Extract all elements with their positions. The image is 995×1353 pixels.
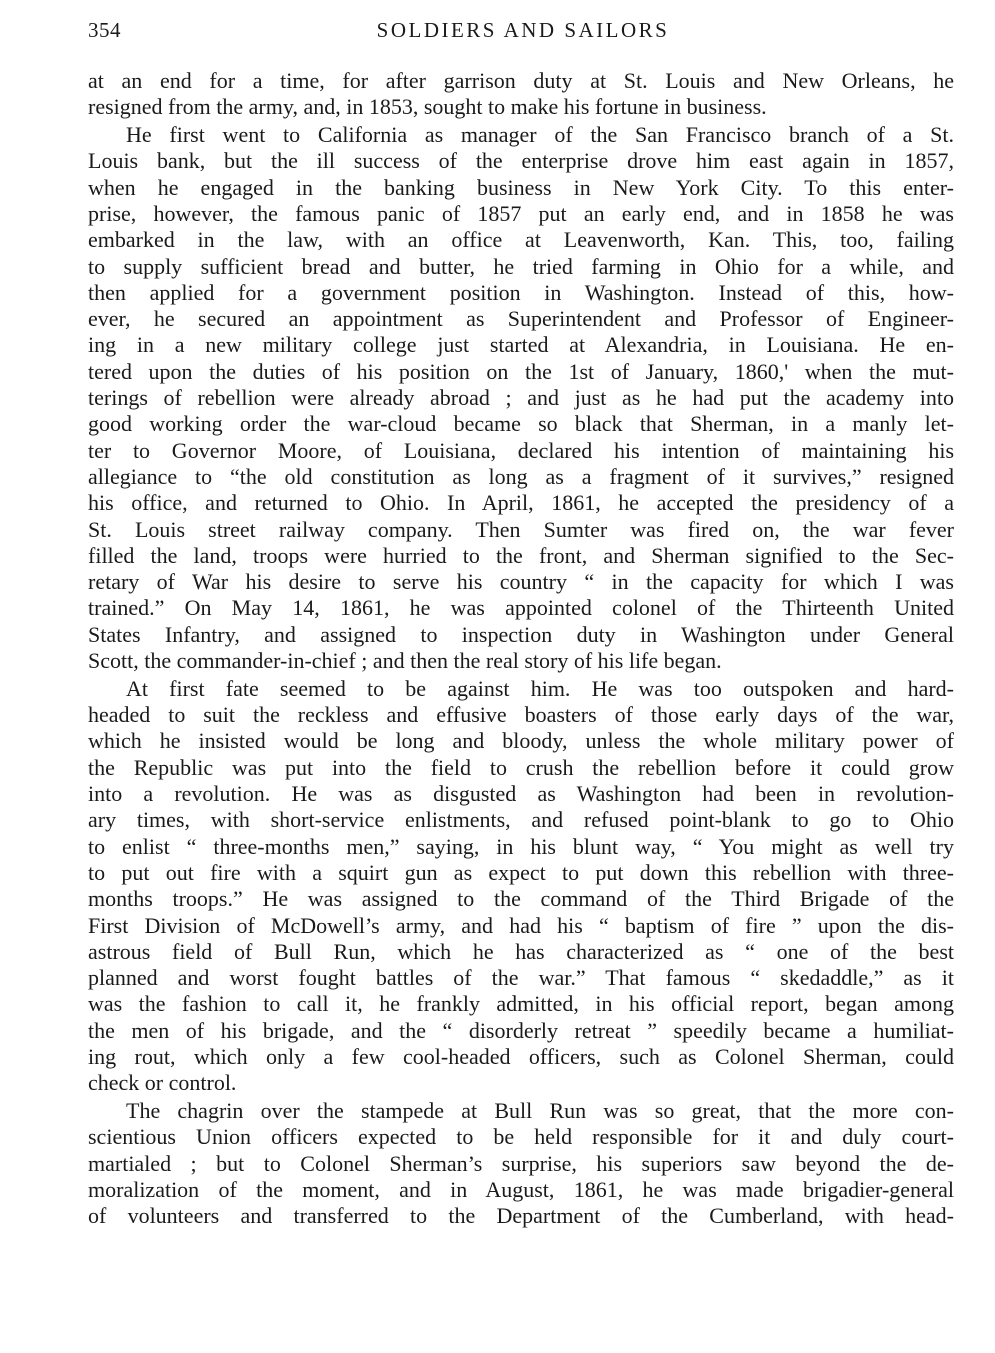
text-line: He first went to California as manager of the San Francisco branch of a St. [126,122,954,148]
page-number: 354 [88,18,121,42]
text-line: when he engaged in the banking business in New York City. To this enter- [88,174,954,200]
text-line: at an end for a time, for after garrison duty at St. Louis and New Orleans, he [88,68,954,93]
text-line: then applied for a government position in Washington. Instead of this, how- [88,279,954,305]
body-text [88,68,954,1230]
text-line: trained.” On May 14, 1861, he was appointed colonel of the Thirteenth United [88,595,954,621]
text-line: scientious Union officers expected to be held responsible for it and duly court- [88,1124,954,1150]
text-line: to supply sufficient bread and butter, he tried farming in Ohio for a while, and [88,253,954,279]
text-line: The chagrin over the stampede at Bull Run was so great, that the more con- [126,1098,954,1124]
text-line: allegiance to “the old constitution as long as a fragment of it survives,” resigned [88,463,954,489]
text-line: which he insisted would be long and bloody, unless the whole military power of [88,728,954,754]
text-line: was the fashion to call it, he frankly admitted, in his official report, began among [88,991,954,1017]
text-line: prise, however, the famous panic of 1857 put an early end, and in 1858 he was [88,200,954,226]
text-line: embarked in the law, with an office at Leavenworth, Kan. This, too, failing [88,227,954,253]
text-line: martialed ; but to Colonel Sherman’s surprise, his superiors saw beyond the de- [88,1150,954,1176]
paragraph [88,68,954,121]
text-line: Louis bank, but the ill success of the enterprise drove him east again in 1857, [88,148,954,174]
text-line: Scott, the commander-in-chief ; and then the real story of his life began. [88,648,722,674]
text-line: States Infantry, and assigned to inspection duty in Washington under General [88,621,954,647]
text-line: ing rout, which only a few cool-headed officers, such as Colonel Sherman, could [88,1043,954,1069]
text-line: the Republic was put into the field to crush the rebellion before it could grow [88,754,954,780]
text-line: ter to Governor Moore, of Louisiana, declared his intention of maintaining his [88,437,954,463]
text-line: St. Louis street railway company. Then Sumter was fired on, the war fever [88,516,954,542]
text-line: filled the land, troops were hurried to the front, and Sherman signified to the Sec- [88,542,954,568]
text-line: astrous field of Bull Run, which he has characterized as “ one of the best [88,938,954,964]
text-line: First Division of McDowell’s army, and had his “ baptism of fire ” upon the dis- [88,912,954,938]
text-line: At first fate seemed to be against him. He was too outspoken and hard- [126,675,954,701]
text-line: headed to suit the reckless and effusive boasters of those early days of the war, [88,702,954,728]
text-line: moralization of the moment, and in August, 1861, he was made brigadier-general [88,1176,954,1202]
text-line: the men of his brigade, and the “ disorderly retreat ” speedily became a humiliat- [88,1017,954,1043]
text-line: of volunteers and transferred to the Department of the Cumberland, with head- [88,1203,954,1229]
text-line: to put out fire with a squirt gun as expect to put down this rebellion with three- [88,859,954,885]
text-line: ary times, with short-service enlistments, and refused point-blank to go to Ohio [88,807,954,833]
text-line: check or control. [88,1070,237,1096]
text-line: ever, he secured an appointment as Superintendent and Professor of Engineer- [88,306,954,332]
running-title: SOLDIERS AND SAILORS [376,18,670,42]
text-line: ing in a new military college just started at Alexandria, in Louisiana. He en- [88,332,954,358]
paragraph [88,122,954,674]
text-line: to enlist “ three-months men,” saying, in his blunt way, “ You might as well try [88,833,954,859]
text-line: tered upon the duties of his position on the 1st of January, 1860,' when the mut- [88,358,954,384]
paragraph [88,676,954,1097]
text-line: retary of War his desire to serve his country “ in the capacity for which I was [88,569,954,595]
text-line: resigned from the army, and, in 1853, sought to make his fortune in business. [88,94,767,120]
text-line: his office, and returned to Ohio. In April, 1861, he accepted the presidency of a [88,490,954,516]
text-line: good working order the war-cloud became so black that Sherman, in a manly let- [88,411,954,437]
text-line: months troops.” He was assigned to the command of the Third Brigade of the [88,886,954,912]
text-line: into a revolution. He was as disgusted as Washington had been in revolution- [88,781,954,807]
text-line: terings of rebellion were already abroad ; and just as he had put the academy into [88,385,954,411]
paragraph [88,1098,954,1229]
running-header [88,18,958,44]
text-line: planned and worst fought battles of the war.” That famous “ skedaddle,” as it [88,965,954,991]
